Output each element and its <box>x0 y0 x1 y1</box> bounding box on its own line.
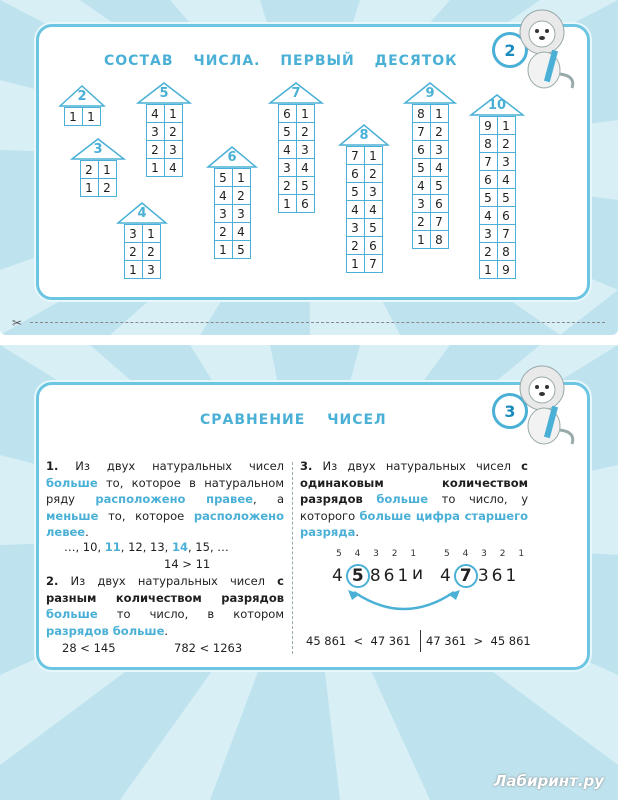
house-row <box>278 195 314 213</box>
page-number-badge: 3 <box>492 393 528 429</box>
comparison-less: 45 861 < 47 361 <box>306 634 411 648</box>
house-row <box>479 243 515 261</box>
example-28-145: 28 < 145 <box>62 641 116 655</box>
house-cell: 1 <box>214 241 232 259</box>
house-cell: 4 <box>497 171 515 189</box>
number-house-3: 3 2 1 1 2 <box>70 138 126 197</box>
house-row <box>479 207 515 225</box>
house-row <box>146 141 182 159</box>
place-value-digits: 5 4 3 2 1 <box>444 549 530 559</box>
house-cell: 2 <box>80 161 98 179</box>
number-house-9: 9 8 1 7 2 6 3 5 4 4 5 3 6 2 7 1 8 <box>403 82 457 249</box>
house-cell: 1 <box>142 225 160 243</box>
house-cell: 1 <box>497 117 515 135</box>
labirint-watermark: Лабиринт.ру <box>493 772 604 790</box>
house-row <box>412 177 448 195</box>
number-house-8: 8 7 1 6 2 5 3 4 4 3 5 2 6 1 7 <box>338 124 390 273</box>
number-house-2: 2 1 1 <box>58 85 106 126</box>
column-divider <box>292 462 293 654</box>
house-row <box>346 237 382 255</box>
house-cell: 2 <box>412 213 430 231</box>
house-row <box>214 169 250 187</box>
scissors-icon: ✂ <box>12 316 23 330</box>
house-cell: 5 <box>214 169 232 187</box>
house-cell: 4 <box>479 207 497 225</box>
house-cell: 1 <box>146 159 164 177</box>
house-cell: 1 <box>430 105 448 123</box>
lion-mascot-icon <box>510 360 578 450</box>
house-cell: 7 <box>364 255 382 273</box>
house-cell: 1 <box>232 169 250 187</box>
house-cell: 2 <box>430 123 448 141</box>
house-row <box>479 135 515 153</box>
house-cell: 6 <box>479 171 497 189</box>
house-cell: 5 <box>296 177 314 195</box>
house-cell: 4 <box>232 223 250 241</box>
house-cell: 1 <box>479 261 497 279</box>
highlighted-digit: 7 <box>454 564 478 588</box>
house-cell: 6 <box>412 141 430 159</box>
house-cell: 2 <box>346 237 364 255</box>
house-row <box>346 201 382 219</box>
example-782-1263: 782 < 1263 <box>174 641 243 655</box>
house-cell: 5 <box>364 219 382 237</box>
house-cell: 3 <box>146 123 164 141</box>
house-cell: 1 <box>412 231 430 249</box>
house-cell: 4 <box>296 159 314 177</box>
house-cell: 1 <box>296 105 314 123</box>
page-title: СРАВНЕНИЕ ЧИСЕЛ <box>200 412 387 428</box>
conjunction: и <box>412 564 427 584</box>
house-cell: 7 <box>346 147 364 165</box>
house-cell: 3 <box>479 225 497 243</box>
page-title: СОСТАВ ЧИСЛА. ПЕРВЫЙ ДЕСЯТОК <box>104 53 458 69</box>
house-cell: 3 <box>124 225 142 243</box>
place-value-digits: 5 4 3 2 1 <box>336 549 422 559</box>
lion-mascot-icon <box>512 4 580 94</box>
house-row <box>146 159 182 177</box>
house-cell: 2 <box>214 223 232 241</box>
house-cell: 5 <box>497 189 515 207</box>
house-row <box>412 195 448 213</box>
house-cell: 3 <box>364 183 382 201</box>
house-row <box>278 123 314 141</box>
house-cell: 5 <box>479 189 497 207</box>
house-cell: 2 <box>479 243 497 261</box>
house-row <box>412 105 448 123</box>
number-house-7: 7 6 1 5 2 4 3 3 4 2 5 1 6 <box>268 82 324 213</box>
comparison-arrow-icon <box>340 588 470 616</box>
house-cell: 4 <box>146 105 164 123</box>
house-row <box>214 187 250 205</box>
house-cell: 6 <box>278 105 296 123</box>
house-cell: 7 <box>497 225 515 243</box>
house-cell: 4 <box>412 177 430 195</box>
house-row <box>479 153 515 171</box>
house-row <box>346 255 382 273</box>
house-row <box>146 105 182 123</box>
house-cell: 1 <box>364 147 382 165</box>
house-row <box>479 189 515 207</box>
house-cell: 1 <box>164 105 182 123</box>
house-row <box>278 105 314 123</box>
house-cell: 8 <box>430 231 448 249</box>
house-cell: 4 <box>364 201 382 219</box>
house-cell: 9 <box>497 261 515 279</box>
cut-line <box>30 322 605 323</box>
number-house-5: 5 4 1 3 2 2 3 1 4 <box>136 82 192 177</box>
house-cell: 3 <box>232 205 250 223</box>
house-cell: 5 <box>346 183 364 201</box>
house-cell: 3 <box>412 195 430 213</box>
house-cell: 6 <box>430 195 448 213</box>
house-cell: 3 <box>164 141 182 159</box>
house-row <box>146 123 182 141</box>
house-cell: 2 <box>146 141 164 159</box>
house-cell: 2 <box>364 165 382 183</box>
house-cell: 4 <box>430 159 448 177</box>
house-cell: 3 <box>142 261 160 279</box>
house-row <box>214 241 250 259</box>
house-row <box>278 141 314 159</box>
house-cell: 6 <box>497 207 515 225</box>
house-row <box>412 141 448 159</box>
house-cell: 8 <box>412 105 430 123</box>
house-cell: 1 <box>98 161 116 179</box>
house-cell: 2 <box>278 177 296 195</box>
house-cell: 2 <box>124 243 142 261</box>
house-cell: 5 <box>278 123 296 141</box>
house-row <box>214 205 250 223</box>
comparison-separator <box>420 630 421 652</box>
house-row <box>124 243 160 261</box>
house-cell: 9 <box>479 117 497 135</box>
house-cell: 2 <box>98 179 116 197</box>
page-number-badge: 2 <box>492 32 528 68</box>
house-cell: 3 <box>430 141 448 159</box>
house-row <box>479 117 515 135</box>
house-row <box>346 183 382 201</box>
house-cell: 3 <box>278 159 296 177</box>
number-sequence: …, 10, 11, 12, 13, 14, 15, … <box>64 540 229 554</box>
house-row <box>124 225 160 243</box>
number-47361: 4 7 361 <box>440 566 520 586</box>
house-cell: 2 <box>142 243 160 261</box>
house-cell: 6 <box>364 237 382 255</box>
house-cell: 3 <box>214 205 232 223</box>
house-row <box>479 171 515 189</box>
house-row <box>346 147 382 165</box>
house-row <box>346 165 382 183</box>
house-row <box>278 177 314 195</box>
house-row <box>124 261 160 279</box>
inequality-14-11: 14 > 11 <box>164 557 211 571</box>
house-cell: 2 <box>497 135 515 153</box>
number-house-4: 4 3 1 2 2 1 3 <box>116 202 168 279</box>
house-cell: 4 <box>346 201 364 219</box>
house-cell: 4 <box>164 159 182 177</box>
house-cell: 8 <box>497 243 515 261</box>
house-cell: 2 <box>296 123 314 141</box>
house-row <box>479 261 515 279</box>
house-row <box>214 223 250 241</box>
house-row <box>346 219 382 237</box>
house-cell: 6 <box>296 195 314 213</box>
house-row <box>412 231 448 249</box>
house-cell: 1 <box>82 108 100 126</box>
rule-3-text: 3. Из двух натуральных чисел с одинаковым количеством разрядов больше то число, у которого больше цифра старшего разряда. <box>300 459 529 539</box>
comparison-greater: 47 361 > 45 861 <box>426 634 531 648</box>
house-row <box>412 123 448 141</box>
rule-2-text: 2. Из двух натуральных чисел с разным количеством разрядов больше то число, в котором разрядов больше. <box>46 574 284 638</box>
house-row <box>80 161 116 179</box>
number-45861: 4 5 861 <box>332 566 412 586</box>
rule-1-text: 1. Из двух натуральных чисел больше то, которое в натуральном ряду расположено правее, а меньше то, которое расположено левее. <box>46 459 284 539</box>
number-house-6: 6 5 1 4 2 3 3 2 4 1 5 <box>206 146 258 259</box>
house-cell: 1 <box>346 255 364 273</box>
house-row <box>278 159 314 177</box>
house-row <box>412 213 448 231</box>
number-house-10: 10 9 1 8 2 7 3 6 4 5 5 4 6 3 7 2 8 1 9 <box>469 94 525 279</box>
highlighted-digit: 5 <box>346 564 370 588</box>
house-cell: 3 <box>346 219 364 237</box>
house-row <box>479 225 515 243</box>
house-cell: 1 <box>64 108 82 126</box>
house-cell: 7 <box>430 213 448 231</box>
house-cell: 7 <box>412 123 430 141</box>
house-cell: 7 <box>479 153 497 171</box>
house-cell: 6 <box>346 165 364 183</box>
house-row <box>80 179 116 197</box>
house-cell: 1 <box>278 195 296 213</box>
house-cell: 4 <box>214 187 232 205</box>
house-cell: 5 <box>232 241 250 259</box>
house-row <box>64 108 100 126</box>
house-cell: 5 <box>412 159 430 177</box>
house-cell: 4 <box>278 141 296 159</box>
house-cell: 8 <box>479 135 497 153</box>
house-row <box>412 159 448 177</box>
house-cell: 1 <box>124 261 142 279</box>
house-cell: 5 <box>430 177 448 195</box>
house-cell: 2 <box>164 123 182 141</box>
house-cell: 3 <box>296 141 314 159</box>
house-cell: 3 <box>497 153 515 171</box>
house-cell: 2 <box>232 187 250 205</box>
house-cell: 1 <box>80 179 98 197</box>
